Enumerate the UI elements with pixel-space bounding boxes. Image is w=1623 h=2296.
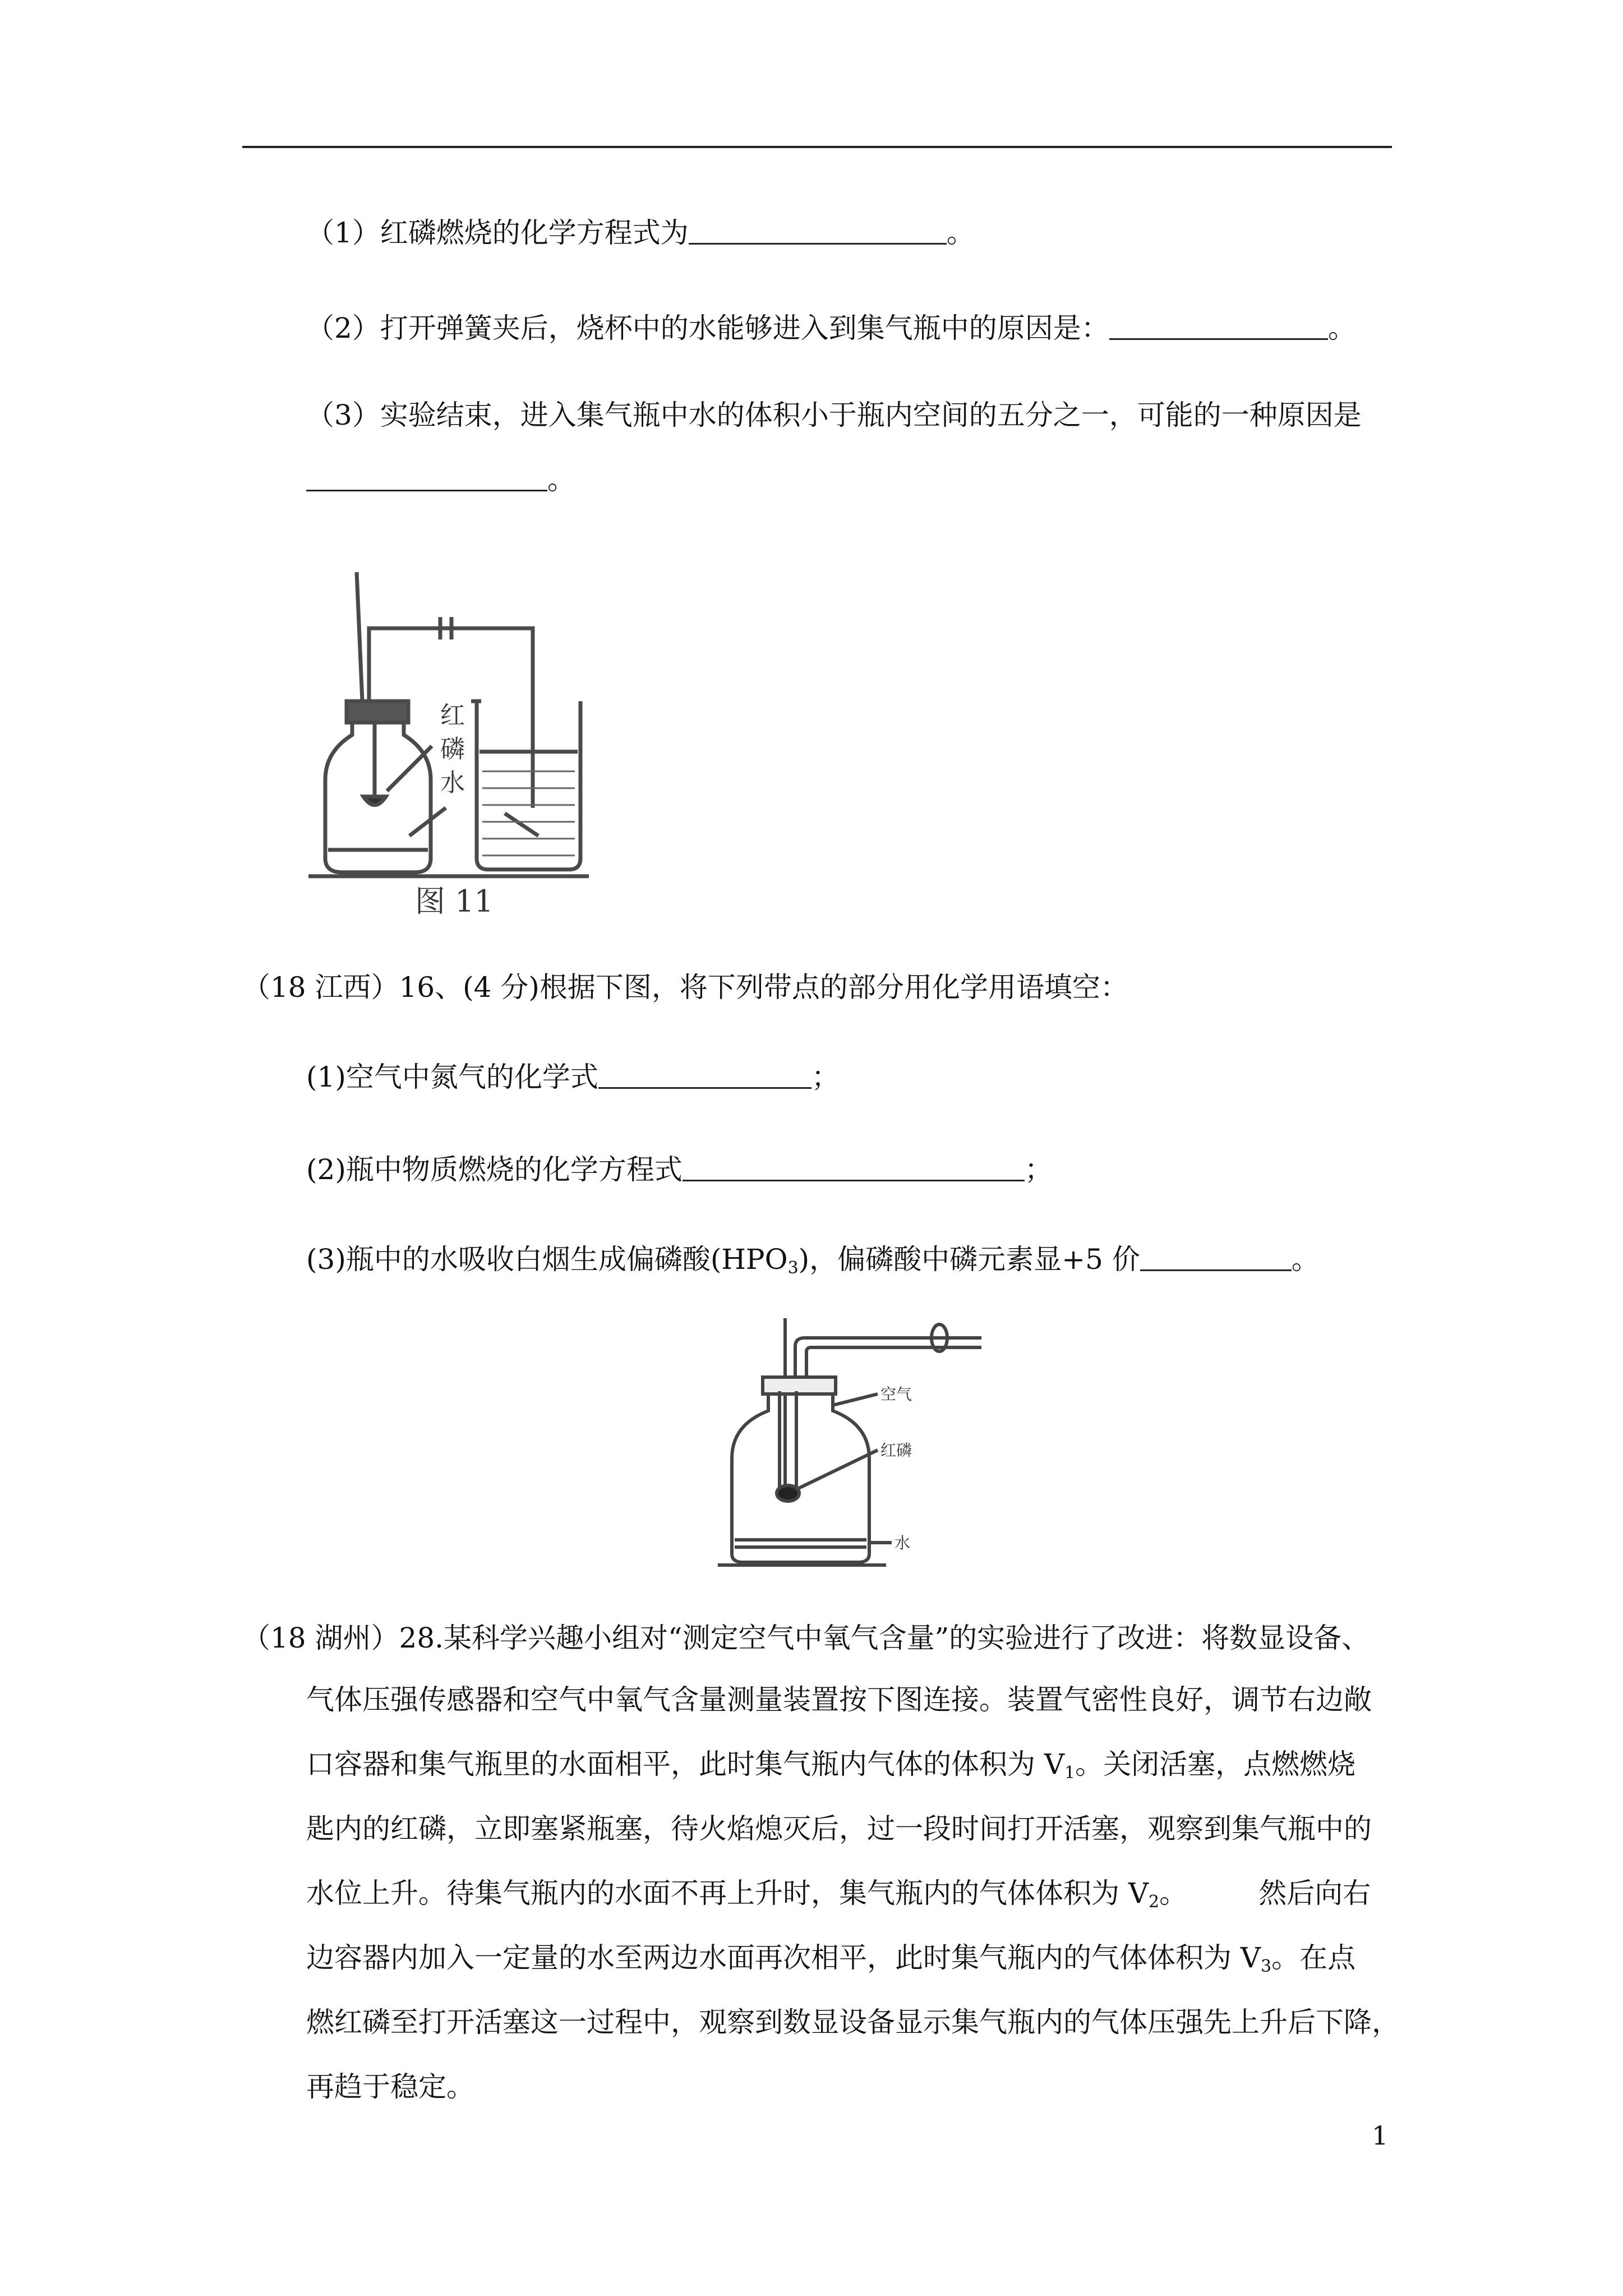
q28-line3-sub: 1 <box>1064 1763 1076 1783</box>
answer-blank[interactable] <box>306 464 547 491</box>
q1-item3-end: 。 <box>547 463 575 496</box>
q16-item1-end: ； <box>811 1061 840 1093</box>
q16-item3-sub: 3 <box>787 1258 799 1278</box>
q16-item3-end: 。 <box>1291 1243 1320 1276</box>
page-number: 1 <box>1372 2120 1389 2151</box>
q28-line1: （18 湖州）28.某科学兴趣小组对“测定空气中氧气含量”的实验进行了改进：将数显设备、 <box>242 1622 1370 1654</box>
q28-line5-text2: 。 然后向右 <box>1159 1877 1371 1910</box>
q16-item3-text2: )，偏磷酸中磷元素显+5 价 <box>798 1243 1140 1276</box>
q16-item2-end: ； <box>1024 1153 1053 1186</box>
fig11-label-water: 水 <box>440 769 465 797</box>
answer-blank[interactable] <box>683 1154 1025 1181</box>
q1-item2-end: 。 <box>1327 312 1356 344</box>
q28-line5-text: 水位上升。待集气瓶内的水面不再上升时，集气瓶内的气体体积为 V <box>306 1877 1149 1910</box>
q28-line4: 匙内的红磷，立即塞紧瓶塞，待火焰熄灭后，过一段时间打开活塞，观察到集气瓶中的 <box>306 1812 1372 1845</box>
header-rule <box>242 146 1392 148</box>
fig-label-water: 水 <box>895 1534 911 1552</box>
q28-line5 <box>306 1876 1371 1919</box>
fig-label-air: 空气 <box>880 1385 912 1404</box>
q1-item2 <box>306 311 1356 345</box>
q16-header: （18 江西）16、(4 分)根据下图，将下列带点的部分用化学用语填空： <box>242 971 1128 1004</box>
fig11-label-phosphorus: 磷 <box>440 735 465 763</box>
q1-item3-continued <box>306 463 575 496</box>
q16-item1 <box>306 1060 840 1094</box>
q1-item3-text: （3）实验结束，进入集气瓶中水的体积小于瓶内空间的五分之一，可能的一种原因是 <box>306 399 1362 431</box>
q28-line3 <box>306 1747 1355 1790</box>
q28-line3-text2: 。关闭活塞，点燃燃烧 <box>1075 1748 1356 1780</box>
q1-item3 <box>306 398 1362 432</box>
fig11-caption: 图 11 <box>415 884 494 919</box>
q28-line7: 燃红磷至打开活塞这一过程中，观察到数显设备显示集气瓶内的气体压强先上升后下降， <box>306 2006 1400 2039</box>
q28-line2: 气体压强传感器和空气中氧气含量测量装置按下图连接。装置气密性良好，调节右边敞 <box>306 1683 1372 1716</box>
q16-item3 <box>306 1243 1320 1285</box>
q16-item2-text: (2)瓶中物质燃烧的化学方程式 <box>306 1153 683 1186</box>
fig11-label-red: 红 <box>440 701 465 730</box>
q28-line6 <box>306 1941 1355 1984</box>
q16-item2 <box>306 1153 1053 1186</box>
apparatus-figure-11 <box>303 567 594 920</box>
answer-blank[interactable] <box>1109 312 1328 340</box>
q28-line6-sub: 3 <box>1261 1957 1272 1976</box>
answer-blank[interactable] <box>689 217 947 245</box>
fig-label-red-phosphorus: 红磷 <box>880 1441 912 1460</box>
q28-line6-text2: 。在点 <box>1271 1941 1356 1974</box>
q28-line5-sub: 2 <box>1149 1892 1160 1912</box>
apparatus-figure-bottle <box>712 1313 993 1571</box>
q16-item1-text: (1)空气中氮气的化学式 <box>306 1061 598 1093</box>
answer-blank[interactable] <box>598 1061 811 1089</box>
answer-blank[interactable] <box>1140 1244 1292 1271</box>
q1-item2-text: （2）打开弹簧夹后，烧杯中的水能够进入到集气瓶中的原因是： <box>306 312 1109 344</box>
q1-item1 <box>306 216 975 250</box>
q1-item1-end: 。 <box>946 217 975 249</box>
q16-item3-text: (3)瓶中的水吸收白烟生成偏磷酸(HPO <box>306 1243 788 1276</box>
q28-line8: 再趋于稳定。 <box>306 2070 474 2103</box>
q28-line6-text: 边容器内加入一定量的水至两边水面再次相平，此时集气瓶内的气体体积为 V <box>306 1941 1261 1974</box>
q1-item1-text: （1）红磷燃烧的化学方程式为 <box>306 217 689 249</box>
q28-line3-text: 口容器和集气瓶里的水面相平，此时集气瓶内气体的体积为 V <box>306 1748 1065 1780</box>
